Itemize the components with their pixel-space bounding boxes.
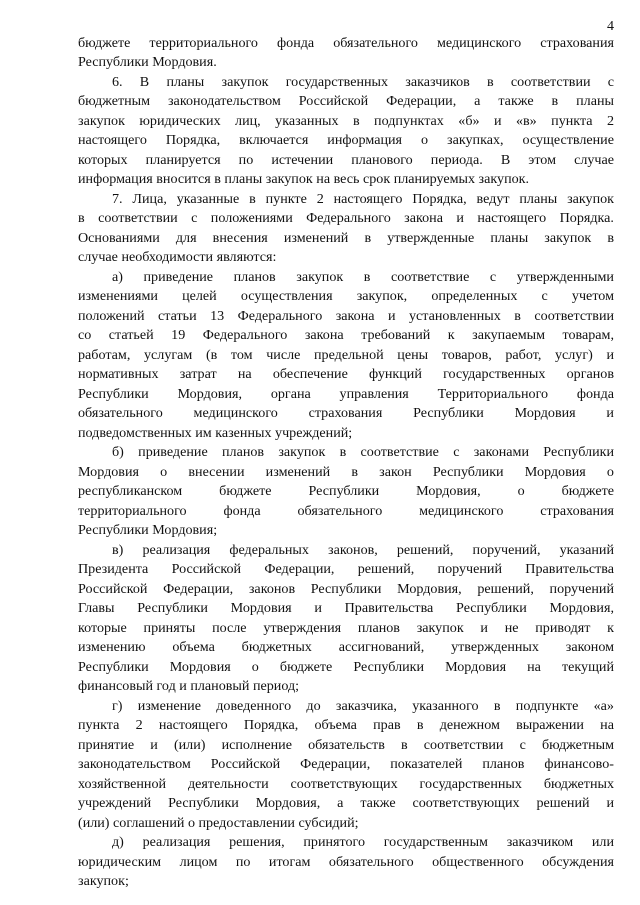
text-line: республиканском бюджете Республики Мордовия, о бюджете [78, 483, 615, 499]
text-line: Главы Республики Мордовия и Правительства Республики Мордовия, [78, 600, 614, 616]
text-line: г) изменение доведенного до заказчика, указанного в подпункте «а» [112, 698, 614, 714]
text-line: территориального фонда обязательного медицинского страхования [78, 503, 615, 519]
text-line: юридическим лицом по итогам обязательного общественного обсуждения [78, 854, 615, 870]
text-line: которых планируется по истечении планового периода. В этом случае [78, 152, 614, 168]
text-line: закупок юридических лиц, указанных в подпунктах «б» и «в» пункта 2 [78, 113, 615, 129]
text-line: б) приведение планов закупок в соответствие с законами Республики [112, 444, 615, 460]
text-line: хозяйственной деятельности соответствующих государственных бюджетных [78, 776, 614, 792]
text-line: изменениями целей осуществления закупок, определенных с учетом [78, 288, 614, 304]
text-line: Республики Мордовия; [78, 522, 218, 538]
text-line: нормативных затрат на обеспечение функций государственных органов [78, 366, 615, 382]
text-line: пункта 2 настоящего Порядка, объема прав в денежном выражении на [78, 717, 614, 733]
text-line: Президента Российской Федерации, решений, поручений Правительства [78, 561, 614, 577]
text-line: принятие и (или) исполнение обязательств в соответствии с бюджетным [78, 737, 615, 753]
text-line: Республики Мордовия. [78, 54, 217, 70]
text-line: бюджете территориального фонда обязательного медицинского страхования [78, 35, 614, 51]
text-line: а) приведение планов закупок в соответствие с утвержденными [112, 269, 614, 285]
text-line: Республики Мордовия, органа управления Территориального фонда [78, 386, 614, 402]
text-line: положений статьи 13 Федерального закона и установленных в соответствии [78, 308, 615, 324]
text-line: 6. В планы закупок государственных заказчиков в соответствии с [112, 74, 615, 90]
text-line: д) реализация решения, принятого государственным заказчиком или [112, 834, 614, 850]
text-line: работам, услугам (в том числе предельной цены товаров, работ, услуг) и [78, 347, 614, 363]
text-line: в соответствии с положениями Федерального закона и настоящего Порядка. [78, 210, 614, 226]
text-line: которые приняты после утверждения планов закупок и не приводят к [78, 620, 615, 636]
page-number: 4 [607, 19, 614, 34]
text-line: законодательством Российской Федерации, показателей планов финансово- [78, 756, 614, 772]
text-line: подведомственных им казенных учреждений; [78, 425, 353, 441]
text-line: бюджетным законодательством Российской Федерации, а также в планы [78, 93, 614, 109]
text-line: обязательного медицинского страхования Республики Мордовия и [78, 405, 614, 421]
text-line: закупок; [78, 873, 129, 889]
text-line: финансовый год и плановый период; [78, 678, 300, 694]
text-line: в) реализация федеральных законов, решений, поручений, указаний [112, 542, 615, 558]
text-line: Российской Федерации, законов Республики Мордовия, решений, поручений [78, 581, 615, 597]
text-line: (или) соглашений о предоставлении субсидий; [78, 815, 359, 831]
text-line: учреждений Республики Мордовия, а также соответствующих решений и [78, 795, 614, 811]
text-line: случае необходимости являются: [78, 249, 277, 265]
text-line: Мордовия о внесении изменений в закон Республики Мордовия о [78, 464, 614, 480]
text-line: Основаниями для внесения изменений в утвержденные планы закупок в [78, 230, 615, 246]
text-line: изменению объема бюджетных ассигнований, утвержденных законом [78, 639, 615, 655]
text-line: 7. Лица, указанные в пункте 2 настоящего Порядка, ведут планы закупок [112, 191, 615, 207]
text-line: со статьей 19 Федерального закона требований к закупаемым товарам, [78, 327, 615, 343]
text-line: Республики Мордовия о бюджете Республики Мордовия на текущий [78, 659, 615, 675]
text-line: информация вносится в планы закупок на весь срок планируемых закупок. [78, 171, 530, 187]
text-line: настоящего Порядка, включается информация о закупках, осуществление [78, 132, 614, 148]
